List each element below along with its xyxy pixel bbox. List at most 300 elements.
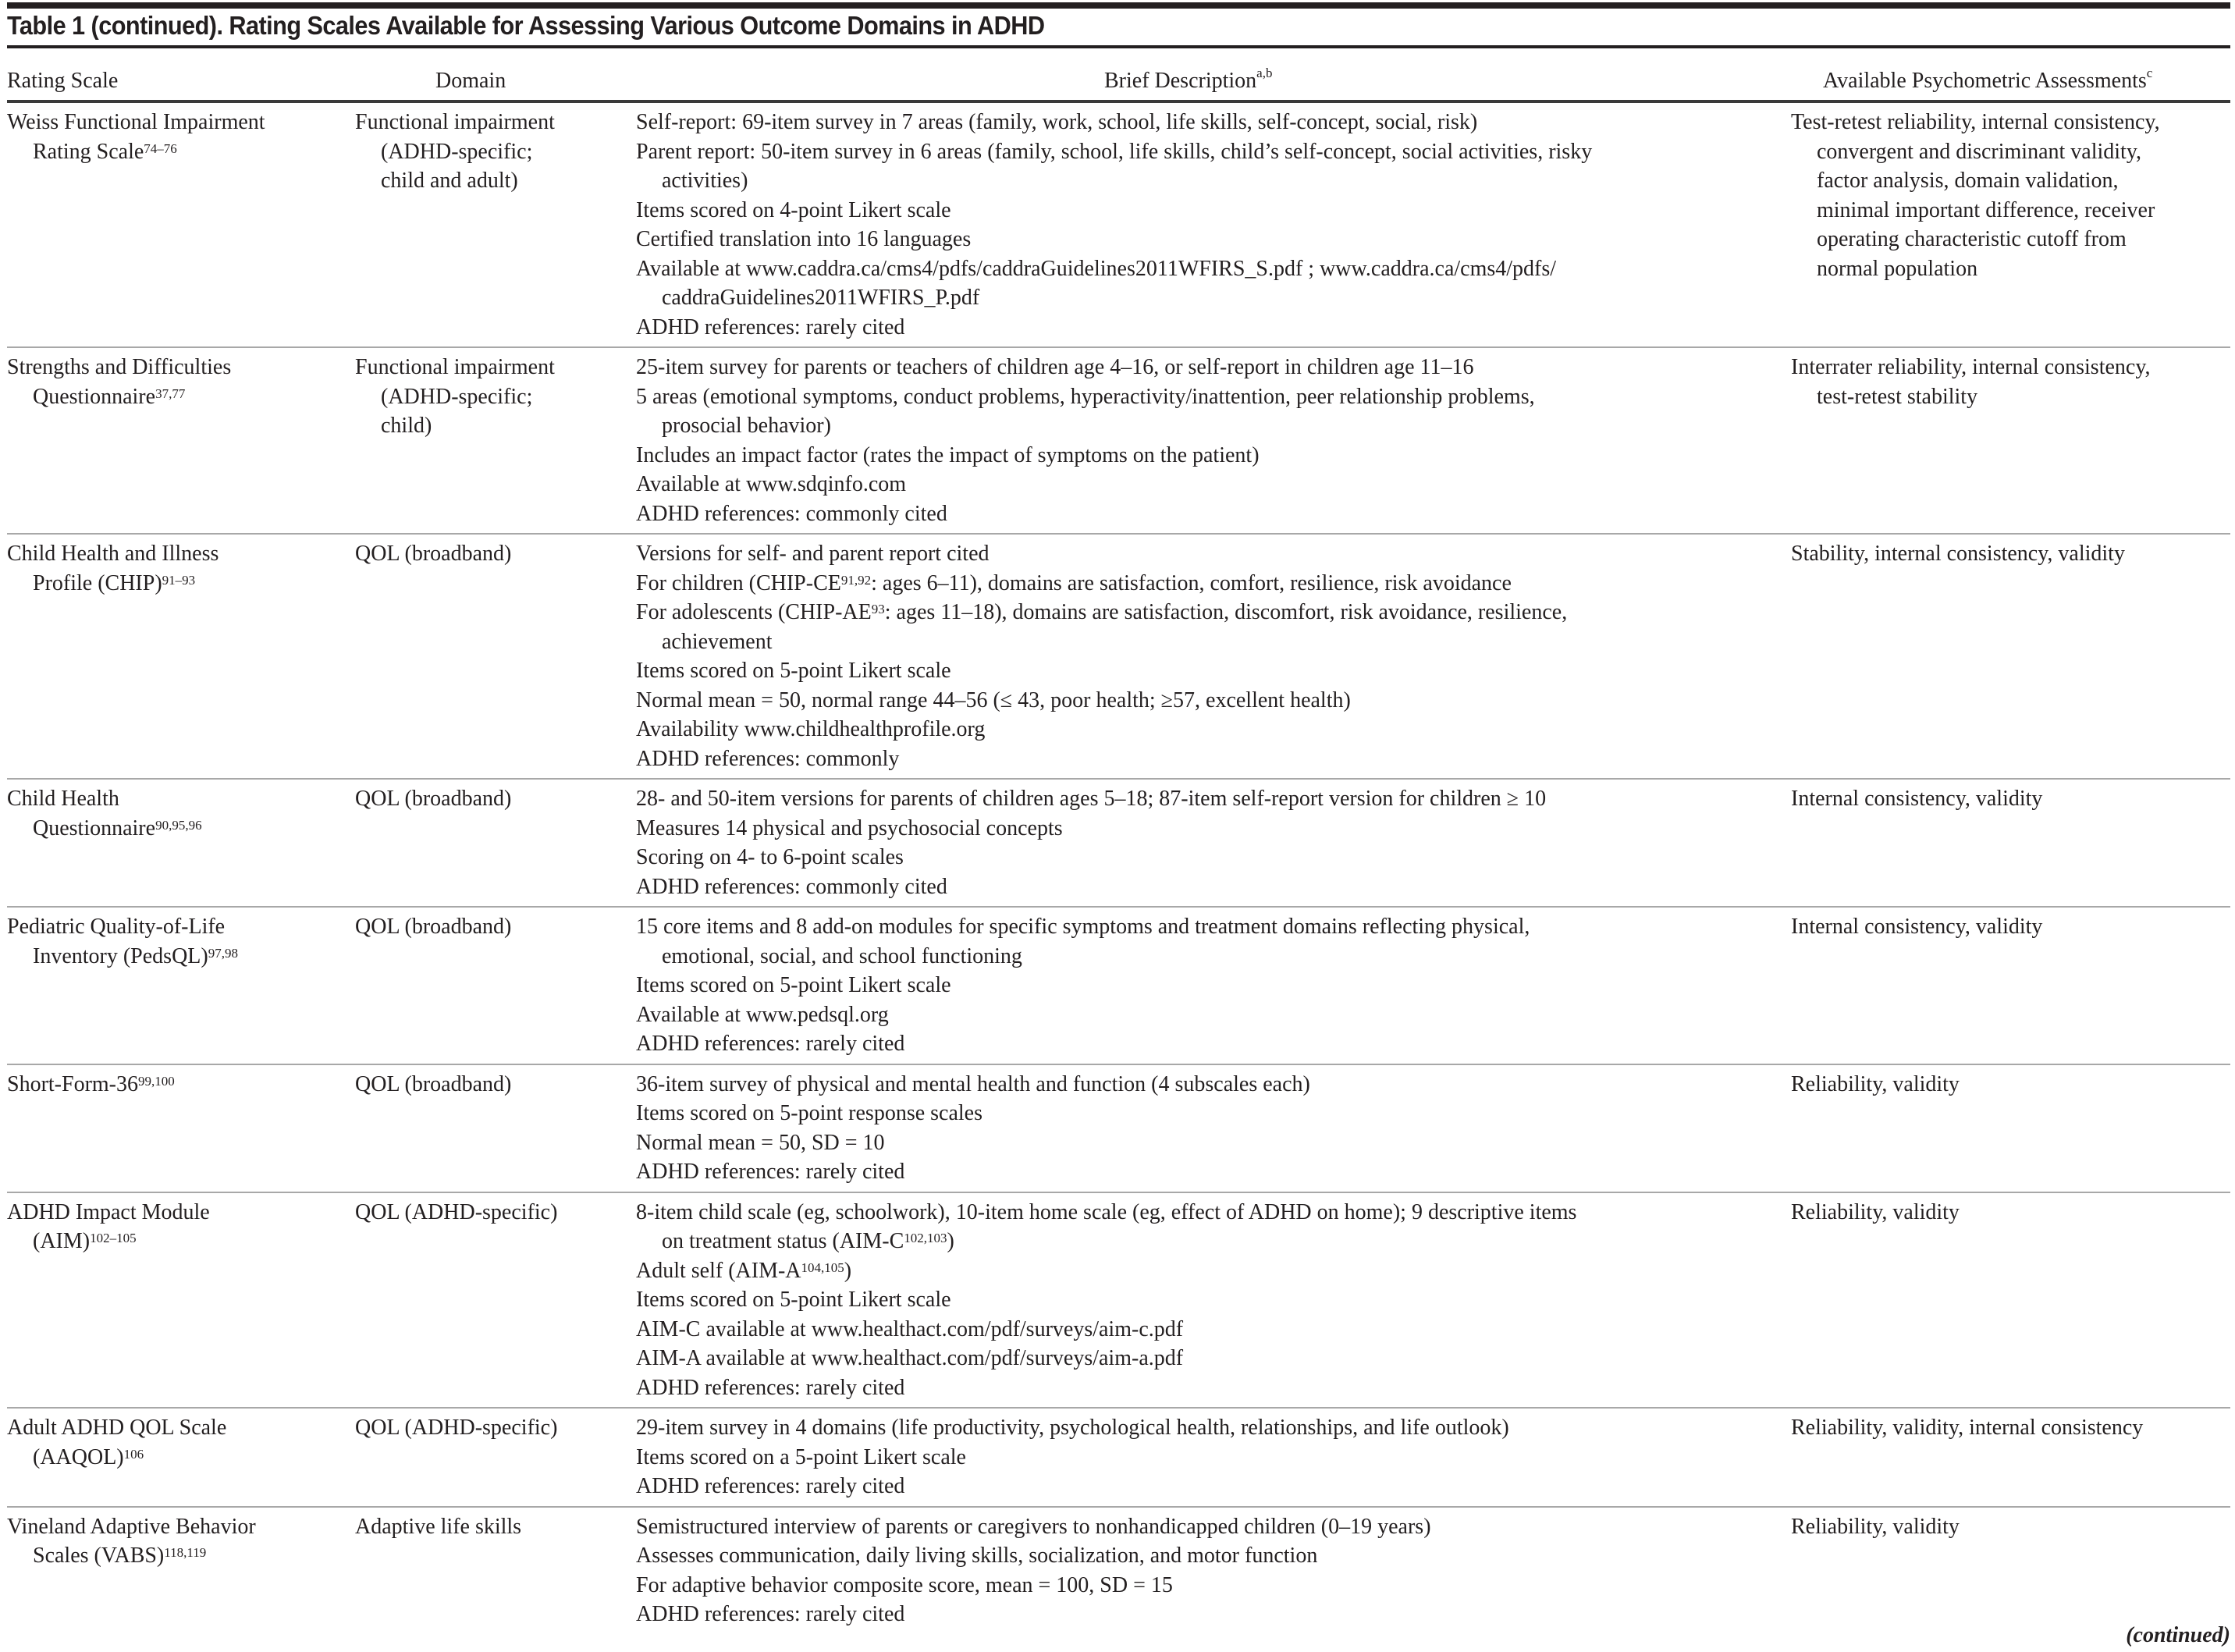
text-segment: Scales (VABS) — [33, 1544, 165, 1568]
header-psychometric — [1823, 66, 2153, 94]
text-segment: For children (CHIP-CE — [636, 570, 841, 595]
text-line — [7, 539, 355, 569]
text-segment: (AIM) — [33, 1229, 91, 1253]
text-segment: Stability, internal consistency, validity — [1791, 542, 2125, 566]
text-line — [7, 1443, 355, 1473]
table-title: Table 1 (continued). Rating Scales Available for Assessing Various Outcome Domains in ADHD — [7, 11, 1045, 40]
domain-cell — [355, 539, 636, 773]
text-line — [636, 1571, 1791, 1600]
text-line — [355, 353, 636, 382]
text-line — [636, 283, 1791, 313]
reference-superscript: 93 — [871, 602, 885, 616]
text-line — [636, 1541, 1791, 1571]
description-item — [636, 225, 1791, 254]
text-segment: Items scored on 5-point Likert scale — [636, 1288, 951, 1312]
text-segment: ADHD references: commonly cited — [636, 874, 947, 899]
header-description-label: Brief Description — [1104, 69, 1257, 93]
text-line — [636, 1373, 1791, 1403]
text-line — [636, 254, 1791, 284]
reference-superscript: 97,98 — [208, 945, 238, 961]
text-segment: Vineland Adaptive Behavior — [7, 1514, 256, 1539]
text-segment: ADHD references: rarely cited — [636, 1375, 905, 1400]
description-item — [636, 1571, 1791, 1600]
text-segment: 28- and 50-item versions for parents of children ages 5–18; 87-item self-report version for children ≥ 10 — [636, 787, 1547, 811]
text-line — [7, 1512, 355, 1542]
description-item — [636, 912, 1791, 971]
description-item — [636, 470, 1791, 499]
text-line — [7, 108, 355, 137]
text-line — [636, 942, 1791, 972]
description-item — [636, 814, 1791, 844]
table-row — [7, 1409, 2230, 1508]
text-segment: caddraGuidelines2011WFIRS_P.pdf — [662, 286, 980, 310]
text-line — [355, 411, 636, 441]
text-segment: Items scored on 5-point Likert scale — [636, 659, 951, 683]
table-body — [7, 103, 2230, 1634]
text-line — [636, 1198, 1791, 1227]
description-item — [636, 1344, 1791, 1373]
text-segment: Functional impairment — [355, 355, 555, 379]
text-line — [355, 382, 636, 412]
reference-superscript: 106 — [123, 1446, 144, 1462]
text-segment: Items scored on 4-point Likert scale — [636, 197, 951, 222]
text-line — [7, 784, 355, 814]
description-item — [636, 1472, 1791, 1501]
text-segment: ) — [844, 1258, 852, 1283]
header-rating-scale: Rating Scale — [7, 69, 119, 93]
text-segment: QOL (broadband) — [355, 787, 512, 811]
text-segment: QOL (ADHD-specific) — [355, 1199, 558, 1224]
domain-cell — [355, 1198, 636, 1403]
text-line — [636, 313, 1791, 343]
text-segment: Measures 14 physical and psychosocial concepts — [636, 815, 1063, 840]
text-line — [355, 166, 636, 196]
text-segment: (AAQOL) — [33, 1444, 124, 1469]
rating-scale-cell — [7, 108, 355, 342]
psychometric-cell — [1791, 539, 2230, 773]
text-line — [1791, 166, 2230, 196]
text-line — [7, 353, 355, 382]
description-item — [636, 1099, 1791, 1128]
description-cell — [636, 1512, 1791, 1629]
title-rule — [7, 45, 2230, 48]
header-psychometric-label: Available Psychometric Assessments — [1823, 69, 2147, 93]
text-segment: 36-item survey of physical and mental health and function (4 subscales each) — [636, 1071, 1310, 1096]
description-item — [636, 1000, 1791, 1030]
text-segment: normal population — [1817, 256, 1978, 281]
header-description — [1104, 66, 1273, 94]
reference-superscript: 91,92 — [840, 572, 872, 588]
domain-cell — [355, 1512, 636, 1629]
description-cell — [636, 108, 1791, 342]
description-item — [636, 539, 1791, 569]
text-line — [7, 569, 355, 599]
rating-scale-cell — [7, 1512, 355, 1629]
text-segment: Child Health and Illness — [7, 542, 219, 566]
text-line — [7, 814, 355, 844]
reference-superscript: 104,105 — [801, 1259, 844, 1275]
text-line — [636, 1157, 1791, 1187]
text-segment: Self-report: 69-item survey in 7 areas (family, work, school, life skills, self-concept, social, risk) — [636, 110, 1478, 134]
description-item — [636, 686, 1791, 716]
reference-superscript: 118,119 — [164, 1545, 207, 1560]
header-psychometric-footnote: c — [2146, 66, 2153, 80]
text-line — [355, 912, 636, 942]
text-segment: (ADHD-specific; — [381, 384, 533, 409]
text-line — [636, 1413, 1791, 1443]
rating-scale-cell — [7, 1070, 355, 1187]
table-row — [7, 1065, 2230, 1193]
text-line — [636, 1000, 1791, 1030]
text-segment: Profile (CHIP) — [33, 570, 162, 595]
text-segment: activities) — [662, 169, 748, 193]
reference-superscript: 99,100 — [138, 1073, 175, 1089]
description-item — [636, 1315, 1791, 1345]
text-line — [636, 1472, 1791, 1501]
text-line — [355, 1413, 636, 1443]
description-item — [636, 254, 1791, 313]
text-line — [636, 971, 1791, 1000]
rating-scale-cell — [7, 1413, 355, 1501]
domain-cell — [355, 784, 636, 901]
text-segment: QOL (broadband) — [355, 1071, 512, 1096]
text-segment: Adult ADHD QOL Scale — [7, 1416, 227, 1440]
description-cell — [636, 784, 1791, 901]
text-segment: Normal mean = 50, normal range 44–56 (≤ 43, poor health; ≥57, excellent health) — [636, 687, 1351, 712]
text-line — [636, 569, 1791, 599]
text-segment: AIM-C available at www.healthact.com/pdf/surveys/aim-c.pdf — [636, 1316, 1184, 1341]
text-line — [636, 1128, 1791, 1158]
description-item — [636, 1413, 1791, 1443]
description-item — [636, 137, 1791, 196]
text-segment: factor analysis, domain validation, — [1817, 169, 2119, 193]
table-row — [7, 535, 2230, 780]
text-segment: ADHD references: rarely cited — [636, 1160, 905, 1184]
description-item — [636, 784, 1791, 814]
text-line — [636, 1256, 1791, 1286]
description-item — [636, 1029, 1791, 1059]
text-line — [1791, 137, 2230, 167]
text-line — [636, 1443, 1791, 1473]
text-line — [1791, 225, 2230, 254]
description-item — [636, 1600, 1791, 1629]
text-line — [1791, 353, 2230, 382]
description-item — [636, 1128, 1791, 1158]
description-item — [636, 656, 1791, 686]
text-line — [1791, 1070, 2230, 1100]
description-item — [636, 353, 1791, 382]
text-line — [636, 1344, 1791, 1373]
text-segment: Items scored on 5-point response scales — [636, 1101, 982, 1125]
text-segment: 15 core items and 8 add-on modules for specific symptoms and treatment domains reflecting physical, — [636, 915, 1530, 939]
text-line — [7, 1541, 355, 1571]
reference-superscript: 37,77 — [155, 385, 186, 401]
text-line — [1791, 254, 2230, 284]
text-segment: : ages 6–11), domains are satisfaction, comfort, resilience, risk avoidance — [871, 570, 1512, 595]
text-segment: Assesses communication, daily living skills, socialization, and motor function — [636, 1544, 1318, 1568]
rating-scale-cell — [7, 539, 355, 773]
description-item — [636, 1512, 1791, 1542]
text-segment: Semistructured interview of parents or caregivers to nonhandicapped children (0–19 years) — [636, 1514, 1431, 1539]
description-item — [636, 382, 1791, 441]
table-row — [7, 1508, 2230, 1634]
text-line — [636, 872, 1791, 902]
domain-cell — [355, 108, 636, 342]
psychometric-cell — [1791, 353, 2230, 528]
text-segment: Reliability, validity, internal consistency — [1791, 1416, 2144, 1440]
reference-superscript: 91–93 — [162, 572, 196, 588]
text-segment: ADHD references: rarely cited — [636, 1032, 905, 1056]
text-line — [636, 1070, 1791, 1100]
text-line — [7, 1227, 355, 1256]
text-line — [1791, 196, 2230, 226]
text-line — [636, 166, 1791, 196]
text-segment: Certified translation into 16 languages — [636, 227, 972, 251]
text-line — [636, 411, 1791, 441]
text-segment: 29-item survey in 4 domains (life productivity, psychological health, relationships, and life outlook) — [636, 1416, 1509, 1440]
psychometric-cell — [1791, 1070, 2230, 1187]
description-item — [636, 108, 1791, 137]
header-description-footnote: a,b — [1256, 66, 1273, 80]
text-line — [1791, 1413, 2230, 1443]
text-line — [1791, 108, 2230, 137]
description-item — [636, 843, 1791, 872]
description-item — [636, 744, 1791, 774]
description-item — [636, 569, 1791, 599]
table-row — [7, 1193, 2230, 1409]
description-item — [636, 1285, 1791, 1315]
domain-cell — [355, 353, 636, 528]
psychometric-cell — [1791, 784, 2230, 901]
text-line — [636, 1029, 1791, 1059]
text-segment: Reliability, validity — [1791, 1514, 1960, 1539]
description-item — [636, 715, 1791, 744]
description-cell — [636, 1198, 1791, 1403]
text-line — [7, 1198, 355, 1227]
domain-cell — [355, 1413, 636, 1501]
top-rule — [7, 2, 2230, 9]
description-cell — [636, 1413, 1791, 1501]
text-line — [636, 353, 1791, 382]
text-line — [636, 1285, 1791, 1315]
text-segment: Includes an impact factor (rates the impact of symptoms on the patient) — [636, 442, 1260, 467]
reference-superscript: 74–76 — [144, 140, 177, 156]
text-segment: Reliability, validity — [1791, 1071, 1960, 1096]
text-segment: ADHD references: rarely cited — [636, 1474, 905, 1498]
text-line — [636, 137, 1791, 167]
description-cell — [636, 1070, 1791, 1187]
text-line — [636, 744, 1791, 774]
text-segment: 5 areas (emotional symptoms, conduct problems, hyperactivity/inattention, peer relationship problems, — [636, 384, 1535, 409]
text-segment: QOL (broadband) — [355, 542, 512, 566]
text-segment: on treatment status (AIM-C — [662, 1229, 904, 1253]
rating-scale-cell — [7, 1198, 355, 1403]
psychometric-cell — [1791, 912, 2230, 1059]
text-segment: ADHD references: commonly — [636, 746, 900, 771]
text-segment: QOL (ADHD-specific) — [355, 1416, 558, 1440]
text-line — [636, 1600, 1791, 1629]
text-segment: Available at www.pedsql.org — [636, 1002, 889, 1027]
text-segment: Questionnaire — [33, 384, 156, 409]
text-segment: 25-item survey for parents or teachers of children age 4–16, or self-report in children age 11–16 — [636, 355, 1474, 379]
text-line — [1791, 1512, 2230, 1542]
text-segment: For adaptive behavior composite score, mean = 100, SD = 15 — [636, 1572, 1173, 1597]
description-item — [636, 872, 1791, 902]
text-segment: operating characteristic cutoff from — [1817, 227, 2127, 251]
text-line — [636, 225, 1791, 254]
text-segment: Weiss Functional Impairment — [7, 110, 265, 134]
text-segment: Rating Scale — [33, 139, 144, 164]
description-item — [636, 196, 1791, 226]
text-line — [355, 108, 636, 137]
text-line — [1791, 912, 2230, 942]
text-segment: Interrater reliability, internal consistency, — [1791, 355, 2151, 379]
text-segment: Internal consistency, validity — [1791, 915, 2043, 939]
continued-label: (continued) — [2126, 1623, 2230, 1647]
text-line — [636, 539, 1791, 569]
text-segment: : ages 11–18), domains are satisfaction, discomfort, risk avoidance, resilience, — [884, 600, 1568, 624]
text-line — [636, 1227, 1791, 1256]
domain-cell — [355, 1070, 636, 1187]
text-segment: test-retest stability — [1817, 384, 1978, 409]
text-segment: AIM-A available at www.healthact.com/pdf/surveys/aim-a.pdf — [636, 1346, 1184, 1370]
text-line — [636, 108, 1791, 137]
text-segment: child) — [381, 414, 432, 438]
text-line — [355, 1198, 636, 1227]
psychometric-cell — [1791, 1512, 2230, 1629]
description-item — [636, 1443, 1791, 1473]
text-segment: Questionnaire — [33, 815, 156, 840]
reference-superscript: 102,103 — [904, 1231, 947, 1245]
text-segment: Short-Form-36 — [7, 1071, 138, 1096]
text-line — [636, 1099, 1791, 1128]
text-line — [1791, 784, 2230, 814]
text-line — [636, 1512, 1791, 1542]
table-row — [7, 908, 2230, 1065]
text-line — [636, 382, 1791, 412]
text-line — [355, 1070, 636, 1100]
reference-superscript: 102–105 — [90, 1231, 137, 1245]
description-item — [636, 313, 1791, 343]
text-line — [355, 784, 636, 814]
text-line — [636, 784, 1791, 814]
rating-scale-cell — [7, 912, 355, 1059]
text-segment: Adult self (AIM-A — [636, 1258, 801, 1283]
text-line — [636, 814, 1791, 844]
table-row — [7, 348, 2230, 535]
text-segment: Adaptive life skills — [355, 1514, 522, 1539]
text-segment: prosocial behavior) — [662, 414, 831, 438]
text-line — [1791, 382, 2230, 412]
text-line — [636, 470, 1791, 499]
text-line — [636, 499, 1791, 529]
text-segment: convergent and discriminant validity, — [1817, 139, 2142, 164]
text-segment: Child Health — [7, 787, 119, 811]
text-line — [636, 627, 1791, 657]
text-segment: Test-retest reliability, internal consistency, — [1791, 110, 2160, 134]
text-line — [1791, 539, 2230, 569]
text-line — [7, 1413, 355, 1443]
text-segment: Available at www.sdqinfo.com — [636, 472, 907, 496]
description-item — [636, 598, 1791, 656]
text-segment: ADHD Impact Module — [7, 1199, 210, 1224]
text-line — [636, 1315, 1791, 1345]
rating-scale-cell — [7, 353, 355, 528]
text-segment: Strengths and Difficulties — [7, 355, 232, 379]
psychometric-cell — [1791, 1413, 2230, 1501]
text-line — [1791, 1198, 2230, 1227]
text-segment: Available at www.caddra.ca/cms4/pdfs/caddraGuidelines2011WFIRS_S.pdf ; www.caddra.ca/cms4/pdfs/ — [636, 256, 1557, 281]
text-segment: achievement — [662, 629, 773, 654]
psychometric-cell — [1791, 108, 2230, 342]
text-line — [7, 912, 355, 942]
text-segment: Items scored on a 5-point Likert scale — [636, 1444, 966, 1469]
text-segment: ) — [947, 1229, 954, 1253]
description-item — [636, 1373, 1791, 1403]
text-line — [636, 196, 1791, 226]
text-line — [355, 539, 636, 569]
table-row — [7, 780, 2230, 908]
text-line — [636, 843, 1791, 872]
text-segment: Parent report: 50-item survey in 6 areas (family, school, life skills, child’s self-concept, social activities, risky — [636, 139, 1593, 164]
text-segment: QOL (broadband) — [355, 915, 512, 939]
text-segment: ADHD references: commonly cited — [636, 501, 947, 526]
text-line — [636, 656, 1791, 686]
rating-scale-cell — [7, 784, 355, 901]
text-segment: Inventory (PedsQL) — [33, 943, 208, 968]
text-segment: Items scored on 5-point Likert scale — [636, 973, 951, 997]
description-cell — [636, 353, 1791, 528]
description-item — [636, 499, 1791, 529]
text-line — [636, 441, 1791, 471]
psychometric-cell — [1791, 1198, 2230, 1403]
text-segment: Versions for self- and parent report cited — [636, 542, 990, 566]
description-item — [636, 1541, 1791, 1571]
text-line — [636, 715, 1791, 744]
reference-superscript: 90,95,96 — [155, 817, 202, 833]
text-line — [636, 686, 1791, 716]
text-line — [636, 912, 1791, 942]
text-segment: Normal mean = 50, SD = 10 — [636, 1130, 885, 1155]
description-item — [636, 1256, 1791, 1286]
description-item — [636, 1198, 1791, 1256]
text-line — [355, 1512, 636, 1542]
text-segment: ADHD references: rarely cited — [636, 314, 905, 339]
text-segment: 8-item child scale (eg, schoolwork), 10-item home scale (eg, effect of ADHD on home); 9 descriptive items — [636, 1199, 1577, 1224]
description-item — [636, 441, 1791, 471]
domain-cell — [355, 912, 636, 1059]
text-segment: Functional impairment — [355, 110, 555, 134]
description-item — [636, 1070, 1791, 1100]
description-item — [636, 971, 1791, 1000]
text-line — [7, 1070, 355, 1100]
text-segment: Scoring on 4- to 6-point scales — [636, 845, 904, 869]
text-line — [7, 382, 355, 412]
description-item — [636, 1157, 1791, 1187]
text-segment: Pediatric Quality-of-Life — [7, 915, 226, 939]
text-segment: child and adult) — [381, 169, 518, 193]
description-cell — [636, 539, 1791, 773]
text-segment: emotional, social, and school functioning — [662, 943, 1022, 968]
description-cell — [636, 912, 1791, 1059]
table-row — [7, 103, 2230, 348]
text-segment: Internal consistency, validity — [1791, 787, 2043, 811]
header-domain: Domain — [435, 69, 506, 93]
text-segment: Reliability, validity — [1791, 1199, 1960, 1224]
text-segment: For adolescents (CHIP-AE — [636, 600, 872, 624]
text-segment: ADHD references: rarely cited — [636, 1602, 905, 1626]
text-line — [355, 137, 636, 167]
